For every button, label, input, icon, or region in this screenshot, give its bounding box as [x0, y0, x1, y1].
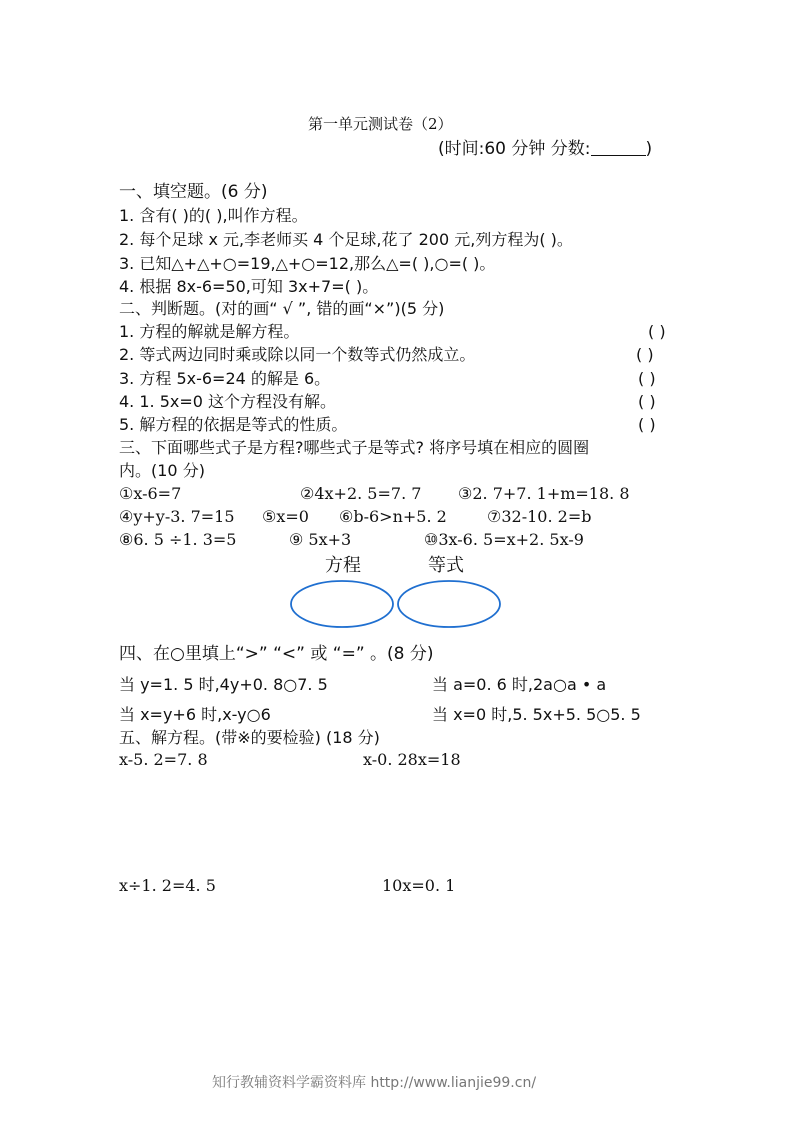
- judge-item-text: 3. 方程 5x-6=24 的解是 6。: [119, 369, 331, 388]
- compare-item: 当 x=y+6 时,x-y○6: [119, 705, 271, 724]
- judge-item-mark: ( ): [648, 322, 666, 341]
- page-title: 第一单元测试卷（2）: [308, 115, 453, 133]
- judge-item-mark: ( ): [636, 345, 654, 364]
- compare-item: 当 x=0 时,5. 5x+5. 5○5. 5: [432, 705, 641, 724]
- section4-heading: 四、在○里填上“>” “<” 或 “=” 。(8 分): [119, 644, 434, 664]
- expression: ⑧6. 5 ÷1. 3=5: [119, 530, 237, 549]
- expression: ⑩3x-6. 5=x+2. 5x-9: [424, 530, 584, 549]
- compare-item: 当 y=1. 5 时,4y+0. 8○7. 5: [119, 675, 328, 694]
- compare-item: 当 a=0. 6 时,2a○a • a: [432, 675, 607, 694]
- expression: ⑦32-10. 2=b: [487, 507, 592, 526]
- judge-item-text: 5. 解方程的依据是等式的性质。: [119, 415, 348, 434]
- judge-item-text: 1. 方程的解就是解方程。: [119, 322, 300, 341]
- footer-watermark: 知行教辅资料学霸资料库 http://www.lianjie99.cn/: [212, 1075, 537, 1091]
- expression: ⑨ 5x+3: [289, 530, 352, 549]
- expression: ①x-6=7: [119, 484, 182, 503]
- section5-heading: 五、解方程。(带※的要检验) (18 分): [119, 728, 380, 747]
- time-score-text: (时间:60 分钟 分数:: [438, 139, 591, 159]
- equation-problem: x-5. 2=7. 8: [119, 750, 208, 769]
- equation-problem: x÷1. 2=4. 5: [119, 876, 216, 895]
- time-score-line: [438, 138, 652, 160]
- time-score-end: ): [645, 139, 653, 159]
- answer-circles: [288, 578, 506, 630]
- judge-item-mark: ( ): [638, 415, 656, 434]
- section1-item: 1. 含有( )的( ),叫作方程。: [119, 206, 308, 225]
- judge-item-mark: ( ): [638, 392, 656, 411]
- judge-item-text: 2. 等式两边同时乘或除以同一个数等式仍然成立。: [119, 345, 476, 364]
- section1-item: 4. 根据 8x-6=50,可知 3x+7=( )。: [119, 277, 379, 296]
- expression: ③2. 7+7. 1+m=18. 8: [458, 484, 630, 503]
- expression: ②4x+2. 5=7. 7: [300, 484, 422, 503]
- section1-item: 2. 每个足球 x 元,李老师买 4 个足球,花了 200 元,列方程为( )。: [119, 230, 573, 249]
- section3-heading: 三、下面哪些式子是方程?哪些式子是等式? 将序号填在相应的圆圈: [119, 438, 590, 457]
- judge-item-text: 4. 1. 5x=0 这个方程没有解。: [119, 392, 337, 411]
- equation-problem: x-0. 28x=18: [363, 750, 461, 769]
- expression: ④y+y-3. 7=15: [119, 507, 235, 526]
- section2-heading: 二、判断题。(对的画“ √ ”, 错的画“×”)(5 分): [119, 299, 445, 318]
- section1-heading: 一、填空题。(6 分): [119, 182, 268, 202]
- equality-circle-label: 等式: [428, 555, 464, 576]
- equality-answer-circle[interactable]: [398, 581, 500, 627]
- equation-answer-circle[interactable]: [291, 581, 393, 627]
- equation-circle-label: 方程: [325, 555, 361, 576]
- equation-problem: 10x=0. 1: [382, 876, 456, 895]
- score-blank: [591, 141, 646, 156]
- expression: ⑥b-6>n+5. 2: [339, 507, 447, 526]
- section1-item: 3. 已知△+△+○=19,△+○=12,那么△=( ),○=( )。: [119, 254, 496, 273]
- expression: ⑤x=0: [262, 507, 309, 526]
- judge-item-mark: ( ): [638, 369, 656, 388]
- section3-heading-cont: 内。(10 分): [119, 461, 205, 480]
